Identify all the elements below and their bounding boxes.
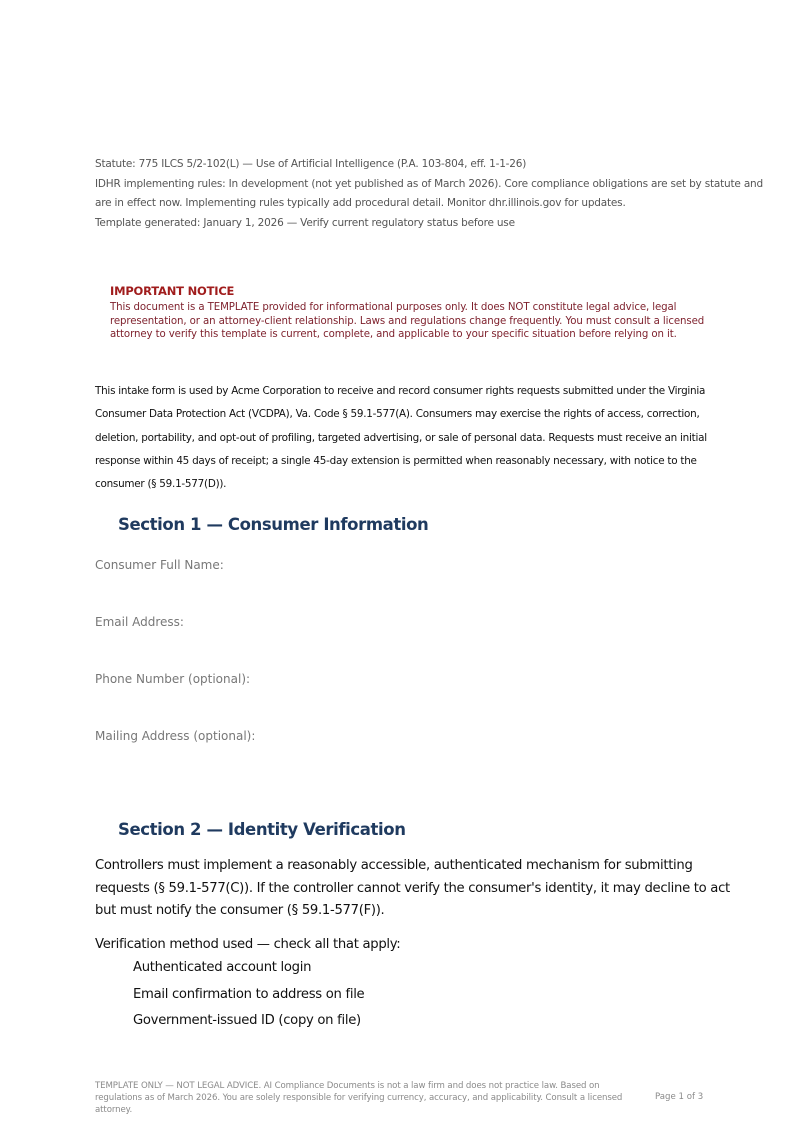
notice-title: IMPORTANT NOTICE [110, 284, 235, 298]
phone-number-field[interactable]: Phone Number (optional): [95, 672, 251, 686]
checkbox-government-id[interactable] [133, 1013, 361, 1028]
important-notice [110, 284, 710, 342]
intro-paragraph: This intake form is used by Acme Corporation to receive and record consumer rights requests submitted under the Virginia Consumer Data Protection Act (VCDPA), Va. Code § 59.1-577(A). Consumers may exercise the rights of access, correction, deletion, portability, and opt-out of profiling, targeted advertising, or sale of personal data. Requests must receive an initial response within 45 days of receipt; a single 45-day extension is permitted when reasonably necessary, with notice to the consumer (§ 59.1-577(D)). [95, 385, 707, 491]
notice-body: This document is a TEMPLATE provided for informational purposes only. It does NOT constitute legal advice, legal representation, or an attorney-client relationship. Laws and regulations change frequently. You must consult a licensed attorney to verify this template is current, complete, and applicable to your specific situation before relying on it. [110, 302, 705, 341]
rules-line-2: are in effect now. Implementing rules typically add procedural detail. Monitor dhr.illinois.gov for updates. [95, 197, 626, 209]
regulatory-metadata [95, 155, 763, 233]
consumer-full-name-field[interactable]: Consumer Full Name: [95, 558, 224, 572]
mailing-address-field[interactable]: Mailing Address (optional): [95, 729, 256, 743]
section-2-body: Controllers must implement a reasonably accessible, authenticated mechanism for submitting requests (§ 59.1-577(C)). If the controller cannot verify the consumer's identity, it may decline to act but must notify the consumer (§ 59.1-577(F)). [95, 858, 730, 918]
page-number: Page 1 of 3 [655, 1092, 704, 1102]
generated-line: Template generated: January 1, 2026 — Verify current regulatory status before use [95, 216, 515, 229]
checkbox-authenticated-login[interactable] [133, 960, 311, 975]
statute-line: Statute: 775 ILCS 5/2-102(L) — Use of Artificial Intelligence (P.A. 103-804, eff. 1-1-26) [95, 158, 527, 170]
footer-disclaimer: TEMPLATE ONLY — NOT LEGAL ADVICE. AI Compliance Documents is not a law firm and does not practice law. Based on regulations as of March 2026. You are solely responsible for verifying currency, accuracy, and applicability. Consult a licensed attorney. [95, 1081, 623, 1115]
email-address-field[interactable]: Email Address: [95, 615, 184, 629]
section-1-heading: Section 1 — Consumer Information [118, 515, 429, 534]
verification-prompt: Verification method used — check all that apply: [95, 937, 401, 952]
section-2-heading: Section 2 — Identity Verification [118, 820, 406, 839]
checkbox-label: Authenticated account login [133, 960, 312, 975]
rules-line-1: IDHR implementing rules: In development (not yet published as of March 2026). Core compliance obligations are set by statute and [95, 177, 763, 190]
checkbox-email-confirmation[interactable] [133, 987, 364, 1002]
checkbox-label: Government-issued ID (copy on file) [133, 1013, 361, 1028]
checkbox-label: Email confirmation to address on file [133, 987, 365, 1002]
